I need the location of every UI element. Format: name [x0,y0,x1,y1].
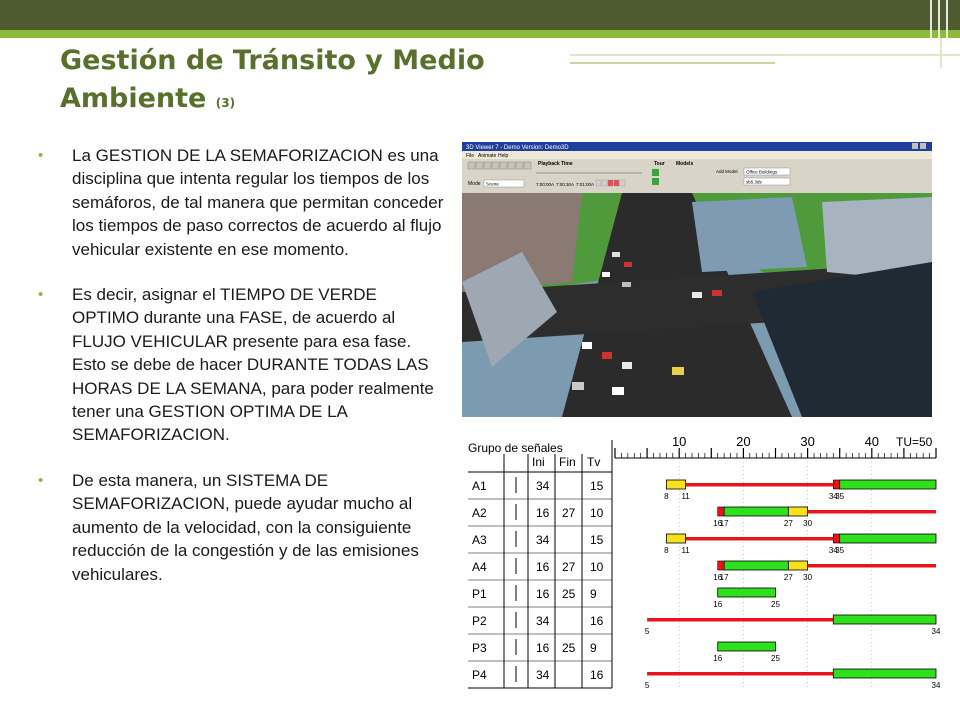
time-marker-label: 34 [828,492,838,501]
playback-buttons [596,180,625,186]
signal-group-name: A4 [472,560,487,574]
tool-button[interactable] [468,162,475,169]
car [672,367,684,375]
header-ini: Ini [532,455,545,469]
viewer-title: 3D Viewer 7 - Demo Version: Demo3D [466,145,569,151]
tu-label: TU=50 [896,435,933,449]
bullet-list [38,144,448,608]
car [712,290,722,296]
green-phase-bar [724,561,788,570]
time-marker-label: 11 [681,546,690,555]
time-marker-label: 25 [771,600,780,609]
time-marker-label: 34 [828,546,838,555]
stop-button[interactable] [614,180,619,186]
model-file-value: sb5.3ds [746,179,762,185]
green-phase-bar [718,642,776,651]
timing-chart-svg [464,426,940,694]
building-glass [692,197,807,272]
menu-animate[interactable]: Animate [478,153,497,159]
cell-tv: 9 [590,587,597,601]
add-model-label: Add Model [716,169,738,174]
cell-ini: 34 [536,614,550,628]
red-phase-bar [686,483,834,487]
yellow-phase-bar [666,534,685,543]
red-yellow-phase-bar [718,507,724,516]
time-marker-label: 16 [713,573,723,582]
car [602,272,610,277]
cell-ini: 34 [536,479,550,493]
signal-group-name: A3 [472,533,487,547]
decorative-line [940,38,942,68]
header-fin: Fin [559,455,576,469]
tour-button[interactable] [652,169,659,176]
tick-label: 30 [800,434,815,449]
page-title [60,42,580,122]
header-stripe [930,0,932,38]
car [602,352,612,359]
title-suffix: (3) [215,96,236,110]
yellow-phase-bar [788,507,807,516]
cell-ini: 34 [536,668,550,682]
tool-button[interactable] [492,162,499,169]
signal-group-name: A1 [472,479,487,493]
time-marker-label: 34 [931,681,940,690]
viewer-menubar [462,151,932,159]
cell-fin: 25 [562,641,576,655]
playback-label: Playback Time [538,161,573,167]
header-bar [0,0,960,30]
decorative-line [570,62,775,64]
time-marker-label: 16 [713,519,723,528]
time-label: 7:00:00A [536,182,555,187]
tool-button[interactable] [484,162,491,169]
bullet-item: • De esta manera, un SISTEMA DE SEMAFORIZACION, puede ayudar mucho al aumento de la velocidad, con la consiguiente reducción de la congestión y de las emisiones vehiculares. [38,469,448,586]
play-button[interactable] [602,180,607,186]
time-label: 7:00:30A [556,182,575,187]
cell-ini: 34 [536,533,550,547]
cell-fin: 27 [562,506,576,520]
time-marker-label: 17 [719,573,729,582]
tick-label: 20 [736,434,751,449]
tool-button[interactable] [476,162,483,169]
time-marker-label: 27 [783,573,793,582]
green-phase-bar [840,480,936,489]
time-marker-label: 5 [644,681,650,690]
chart-static [468,435,933,469]
cell-tv: 9 [590,641,597,655]
car [572,382,584,390]
cell-fin: 25 [562,587,576,601]
time-marker-label: 35 [835,546,845,555]
viewer-toolbar [462,159,932,193]
red-phase-bar [808,510,936,514]
time-marker-label: 11 [681,492,690,501]
traffic-3d-viewer-screenshot [462,142,932,417]
header-tv: Tv [587,455,601,469]
header-accent-bar [0,30,960,38]
cell-ini: 16 [536,506,550,520]
time-marker-label: 27 [783,519,793,528]
green-phase-bar [840,534,936,543]
time-marker-label: 8 [664,546,669,555]
models-label: Models [676,161,694,167]
signal-group-name: P2 [472,614,487,628]
red-yellow-phase-bar [833,534,839,543]
time-marker-label: 16 [713,654,723,663]
decorative-line [570,54,960,56]
tool-button[interactable] [500,162,507,169]
mode-value: Scene [486,181,499,187]
cell-ini: 16 [536,587,550,601]
bullet-item: • Es decir, asignar el TIEMPO DE VERDE OPTIMO durante una FASE, de acuerdo al FLUJO VEHICULAR presente para esa fase. Esto se debe de hacer DURANTE TODAS LAS HORAS DE LA SEMANA, para poder realmente tener una GESTION OPTIMA DE LA SEMAFORIZACION. [38,283,448,447]
tick-label: 40 [864,434,880,449]
time-marker-label: 5 [644,627,650,636]
pause-button[interactable] [608,180,613,186]
green-phase-bar [833,669,936,678]
green-phase-bar [718,588,776,597]
time-marker-label: 25 [771,654,780,663]
title-text: Gestión de Tránsito y Medio Ambiente [60,45,485,114]
header-stripe [938,0,940,38]
cell-ini: 16 [536,560,550,574]
tool-button[interactable] [508,162,515,169]
mode-label: Mode [468,181,481,187]
viewer-canvas [462,142,932,417]
red-phase-bar [647,618,833,622]
minimize-icon[interactable] [912,143,918,149]
cell-tv: 15 [590,533,604,547]
car [622,362,632,369]
menu-file[interactable]: File [466,153,475,159]
header-stripe [946,0,948,38]
time-marker-label: 34 [931,627,940,636]
green-phase-bar [833,615,936,624]
time-marker-label: 8 [664,492,669,501]
red-phase-bar [647,672,833,676]
yellow-phase-bar [788,561,807,570]
time-marker-label: 17 [719,519,729,528]
time-marker-label: 30 [803,573,813,582]
red-yellow-phase-bar [718,561,724,570]
signal-group-name: A2 [472,506,487,520]
chart-dynamic [468,434,940,690]
car [622,282,631,287]
time-marker-label: 16 [713,600,723,609]
menu-help[interactable]: Help [498,153,509,159]
signal-group-name: P4 [472,668,487,682]
play-forward-button[interactable] [620,180,625,186]
signal-timing-diagram [464,426,940,694]
tour-label: Tour [654,161,665,167]
time-marker-label: 30 [803,519,813,528]
car [612,387,624,395]
cell-fin: 27 [562,560,576,574]
signal-group-name: P1 [472,587,487,601]
tour-button[interactable] [652,178,659,185]
tick-label: 10 [671,434,687,449]
cell-tv: 15 [590,479,604,493]
red-phase-bar [686,537,834,541]
model-value: Office Buildings [746,169,778,175]
car [612,252,620,257]
red-phase-bar [808,564,936,568]
tool-button[interactable] [524,162,531,169]
play-back-button[interactable] [596,180,601,186]
cell-tv: 10 [590,560,604,574]
cell-ini: 16 [536,641,550,655]
signal-group-name: P3 [472,641,487,655]
car [692,292,702,298]
tool-button[interactable] [516,162,523,169]
cell-tv: 16 [590,614,604,628]
time-label: 7:01:00A [576,182,595,187]
bullet-item: • La GESTION DE LA SEMAFORIZACION es una disciplina que intenta regular los tiempos de los semáforos, de tal manera que permitan conceder los tiempos de paso correctos de acuerdo al flujo vehicular existente en ese momento. [38,144,448,261]
car [624,262,632,267]
red-yellow-phase-bar [833,480,839,489]
close-icon[interactable] [920,143,926,149]
header-group: Grupo de señales [468,441,563,455]
yellow-phase-bar [666,480,685,489]
cell-tv: 16 [590,668,604,682]
green-phase-bar [724,507,788,516]
cell-tv: 10 [590,506,604,520]
car [582,342,592,349]
time-marker-label: 35 [835,492,845,501]
